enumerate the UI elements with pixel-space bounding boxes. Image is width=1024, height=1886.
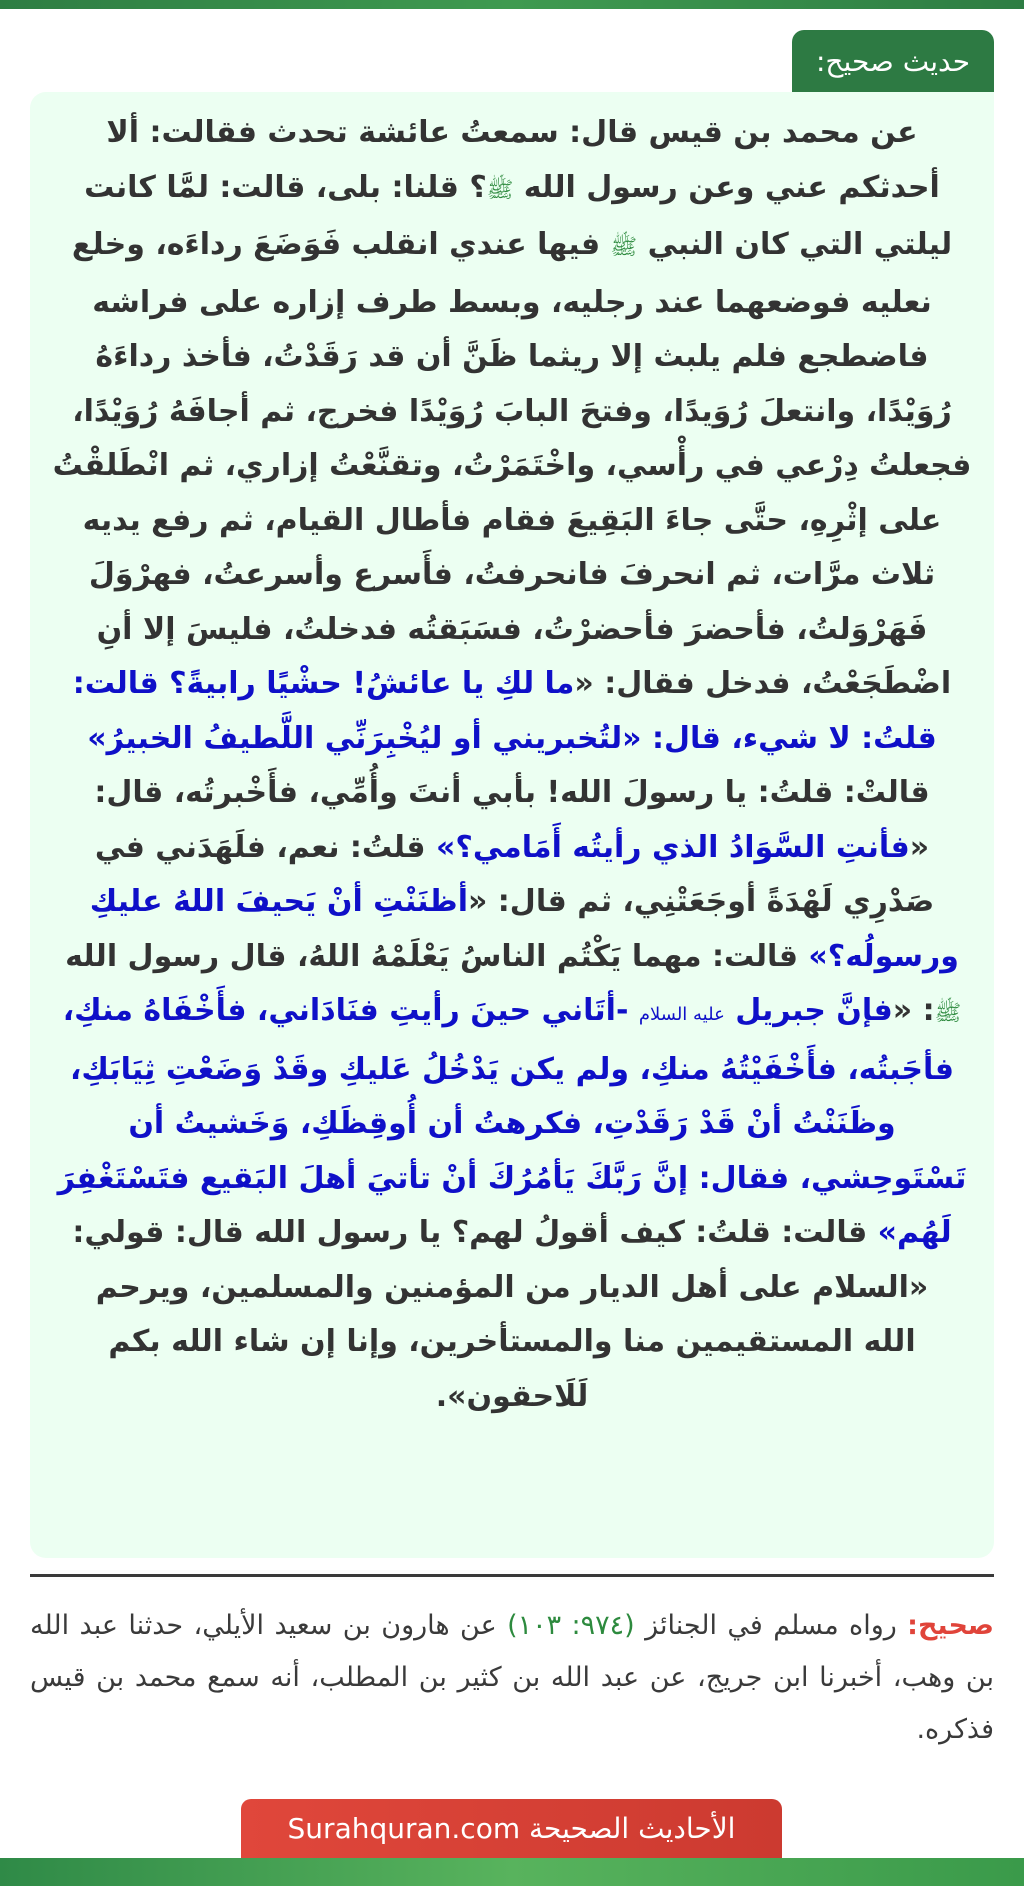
hadith-card [30,92,994,1558]
hadith-grade-title [792,30,994,92]
source-text-before: رواه مسلم في الجنائز [634,1610,908,1641]
section-divider [30,1574,994,1577]
prophet-quote-text: فأنتِ السَّوَادُ الذي رأيتُه أَمَامي؟» [436,829,910,865]
hadith-text [52,106,972,1424]
salutation-glyph: ﷺ [610,235,638,260]
hadith-source [30,1600,994,1756]
prophet-quote-text: ما لكِ يا عائشُ! حشْيًا رابيةً؟ قالت: قلتُ: لا شيء، قال: «لتُخبريني أو ليُخْبِرَنِّي اللَّطيفُ الخبيرُ» [72,666,937,756]
source-grade-label: صحيح: [907,1610,994,1641]
narration-text: الله المستقيمين منا والمستأخرين، وإنا إن شاء الله بكم لَلَاحقون». [108,1324,916,1414]
source-text-after: عن هارون بن سعيد الأيلي، حدثنا عبد الله بن وهب، أخبرنا ابن جريج، عن عبد الله بن كثير بن المطلب، أنه سمع محمد بن قيس فذكره. [30,1610,994,1745]
source-reference: (٩٧٤: ١٠٣) [507,1610,635,1641]
salutation-glyph: ﷺ [934,1001,962,1026]
prophet-quote-text: أظنَنْتِ أنْ يَحيفَ اللهُ عليكِ ورسولُه؟» [89,884,959,974]
narration-text: فيها عندي انقلب فَوَضَعَ رداءَه، وخلع نعليه فوضعهما عند رجليه، وبسط طرف إزاره على فراشه فاضطجع فلم يلبث إلا ريثما ظَنَّ أن قد رَقَدْتُ، فأخذ رداءَهُ رُوَيْدًا، وانتعلَ رُوَيدًا، وفتحَ البابَ رُوَيْدًا فخرج، ثم أجافَهُ رُوَيْدًا، فجعلتُ دِرْعي في رأْسي، واخْتَمَرْتُ، وتقنَّعْتُ إزاري، ثم انْطَلقْتُ على إثْرِهِ، حتَّى جاءَ البَقِيعَ فقام فأطال القيام، ثم رفع يديه ثلاث مرَّات، ثم انحرفَ فانحرفتُ، فأَسرع وأسرعتُ، فهرْوَلَ فَهَرْوَلتُ، فأحضرَ فأحضرْتُ، فسَبَقتُه فدخلتُ، فليسَ إلا أنِ اضْطَجَعْتُ، فدخل فقال: « [52,227,972,701]
narration-text: عن محمد بن قيس قال: سمعتُ عائشة تحدث فقالت: ألا أحدثكم عني وعن رسول الله [106,115,940,205]
narration-text: قالت: قلتُ: كيف أقولُ لهم؟ يا رسول الله قال: قولي: «السلام على أهل الديار من المؤمنين والمسلمين، ويرحم [72,1215,929,1305]
site-link-button[interactable] [241,1799,782,1858]
narration-text: ؟ قلنا: بلى، قالت: لمَّا كانت ليلتي التي كان النبي [84,169,953,262]
salutation-glyph: ﷺ [486,177,514,203]
prophet-quote-text: فإنَّ جبريل [724,993,893,1028]
top-decorative-bar [0,0,1024,9]
narration-text: : « [892,993,935,1028]
hadith-grade-title-text: حديث صحيح: [816,44,970,78]
narration-text: قالت: مهما يَكْتُم الناسُ يَعْلَمْهُ اللهُ، قال رسول الله [65,938,809,974]
narration-text: قلتُ: نعم، فلَهَدَني في صَدْرِي لَهْدَةً أوجَعَتْنِي، ثم قال: « [94,829,935,919]
bottom-decorative-bar [0,1858,1024,1886]
narration-text: قالتْ: قلتُ: يا رسولَ الله! بأبي أنتَ وأُمِّي، فأَخْبرتُه، قال: « [94,775,930,865]
salutation-glyph: عليه السلام [638,1004,725,1025]
site-link-label: الأحاديث الصحيحة Surahquran.com [287,1812,736,1845]
prophet-quote-text: -أتَاني حينَ رأيتِ فنَادَاني، فأَخْفَاهُ منكِ، فأجَبتُه، فأَخْفَيْتُهُ منكِ، ولم يكن يَدْخُلُ عَليكِ وقَدْ وَضَعْتِ ثِيَابَكِ، وظَنَنْتُ أنْ قَدْ رَقَدْتِ، فكرهتُ أن أُوقِظَكِ، وَخَشيتُ أن تَسْتَوحِشي، فقال: إنَّ رَبَّكَ يَأمُرُكَ أنْ تأتيَ أهلَ البَقيع فتَسْتَغْفِرَ لَهُم» [57,993,967,1250]
